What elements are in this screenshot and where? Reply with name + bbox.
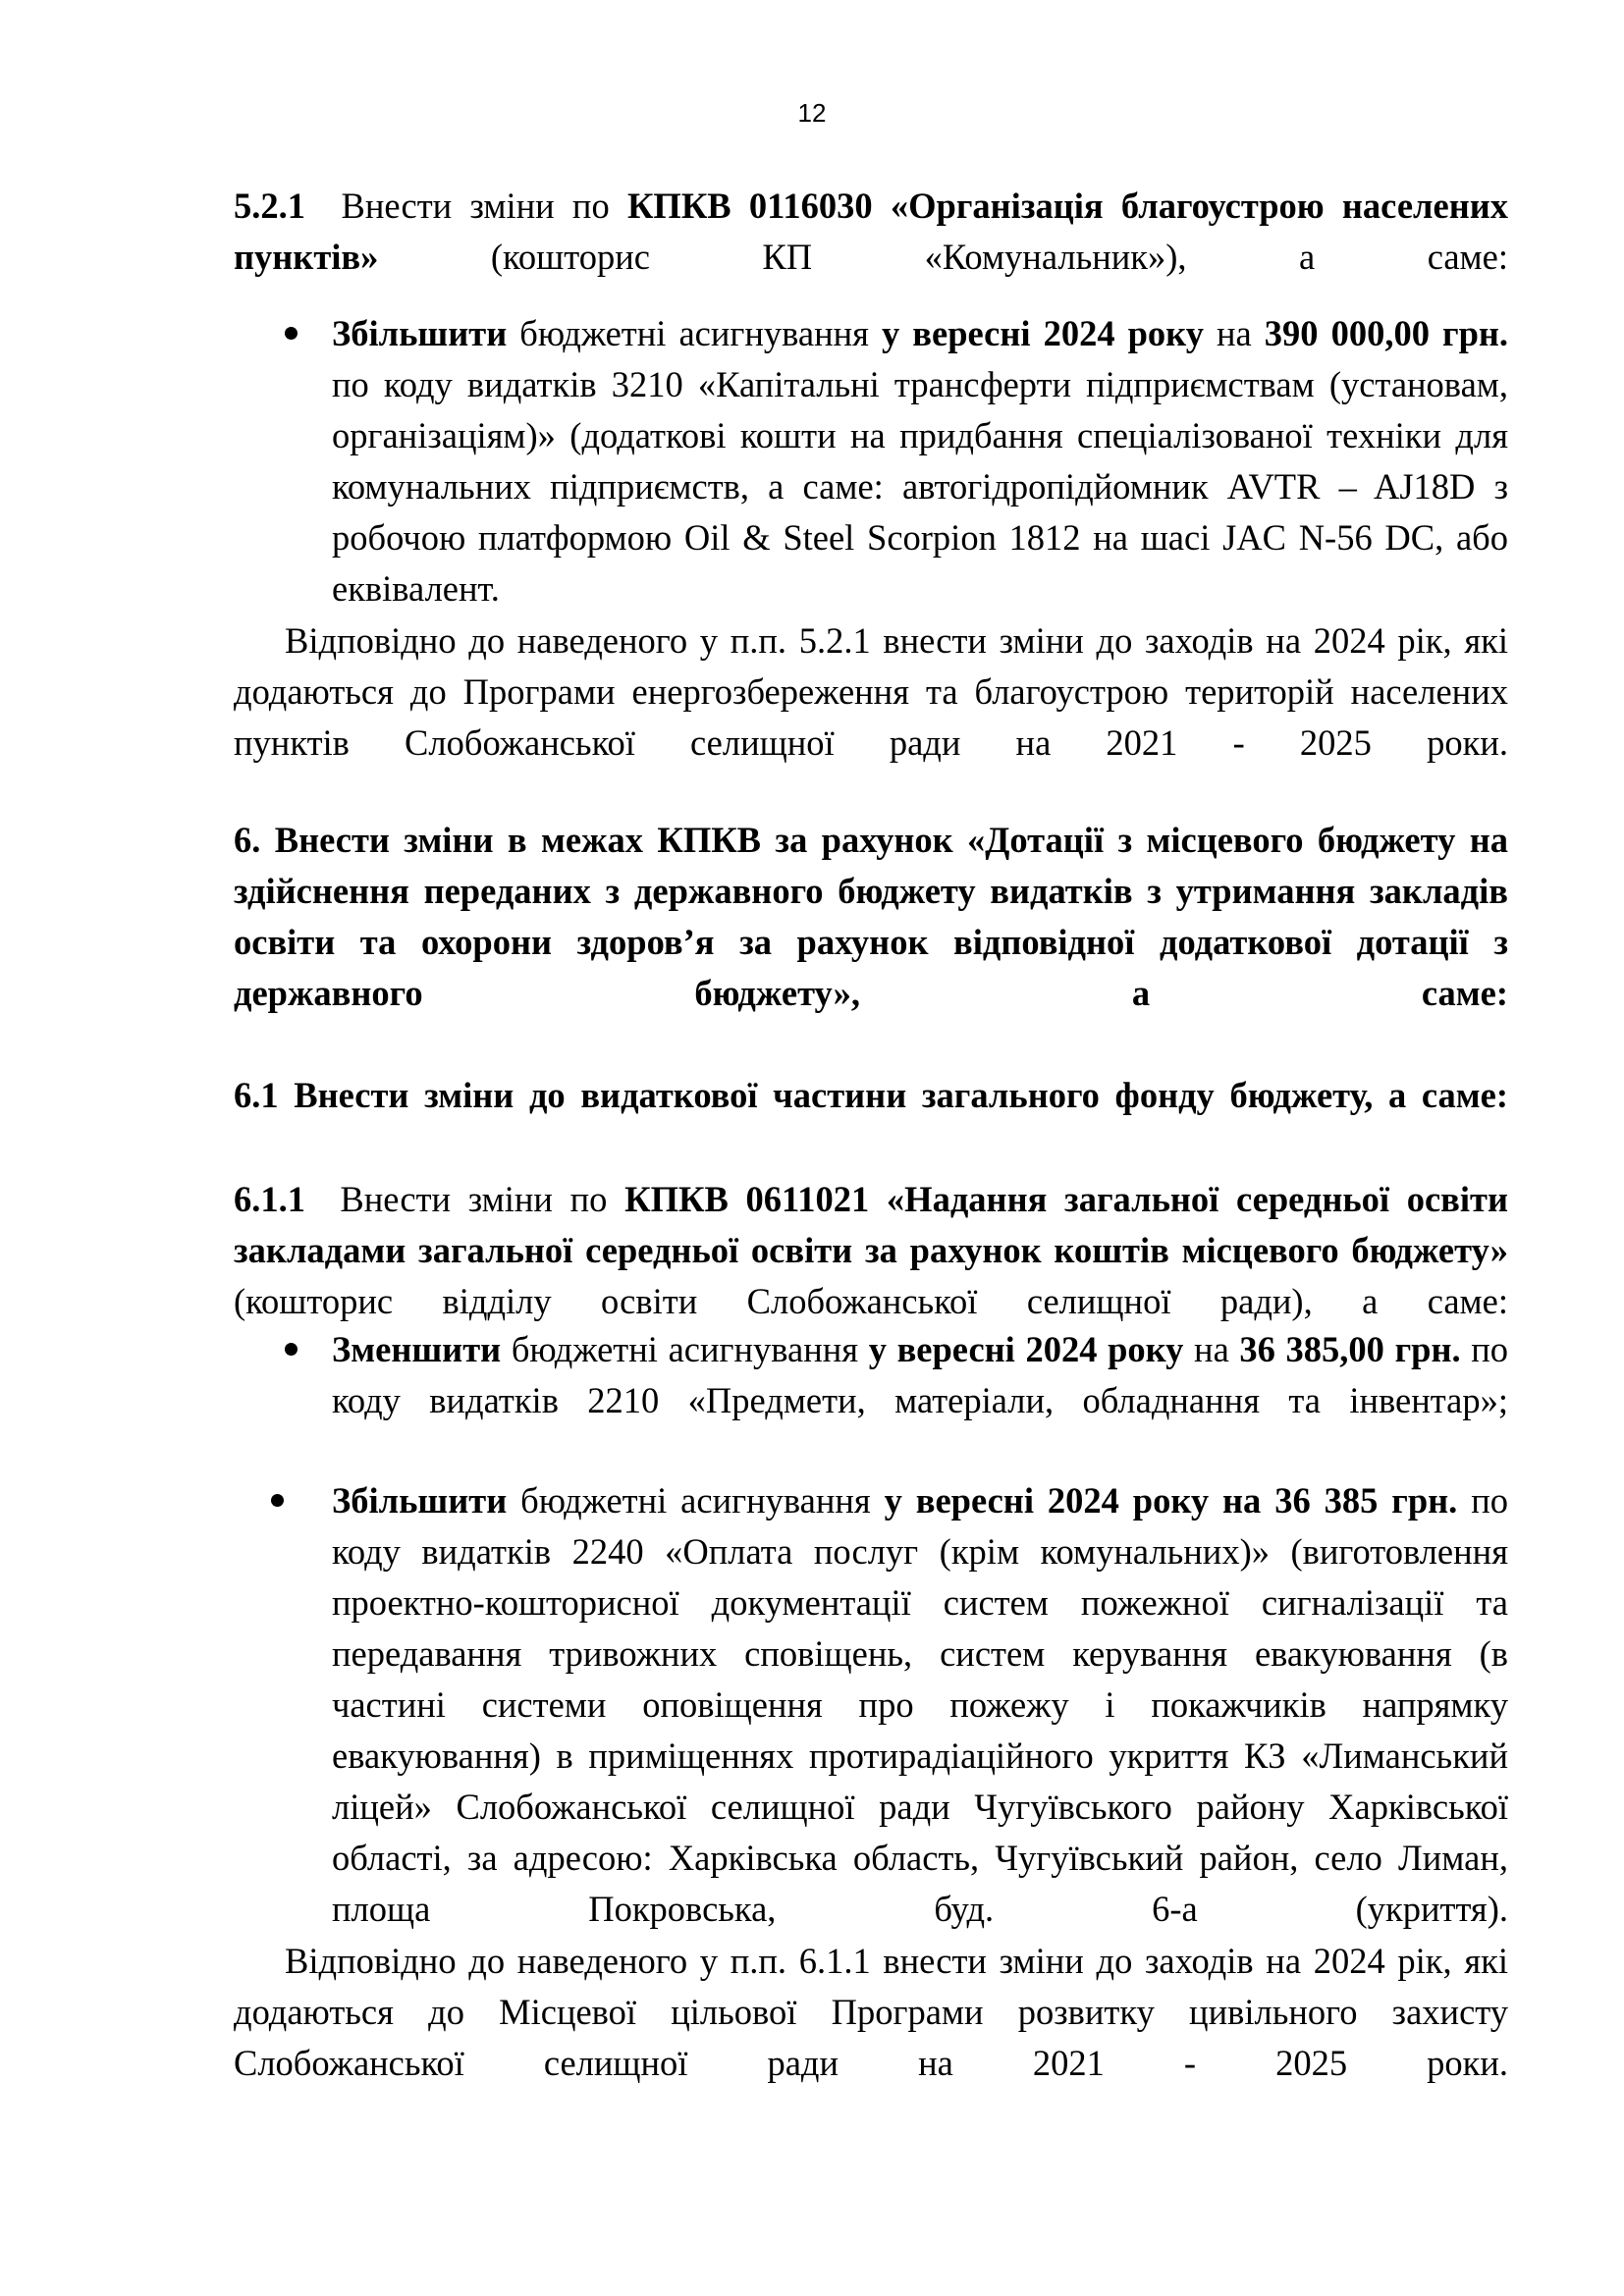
period: у вересні 2024 року на	[884, 1480, 1262, 1521]
heading-intro: Внести зміни по	[341, 186, 610, 226]
section-6-heading: 6. Внести зміни в межах КПКВ за рахунок «Дотації з місцевого бюджету на здійснення переданих з державного бюджету видатків з утримання закладів освіти та охорони здоров’я за рахунок відповідної додаткової дотації з державного бюджету», а саме:	[234, 820, 1508, 1013]
bullet-text: на	[1217, 313, 1252, 353]
section-6-1-1-heading	[234, 1174, 1508, 1327]
list-item	[234, 1475, 1508, 1935]
bullet-text: по коду видатків 2240 «Оплата послуг (крім комунальних)» (виготовлення проектно-кошторисної документації систем пожежної сигналізації та передавання тривожних сповіщень, систем керування евакуювання (в частині системи оповіщення про пожежу і покажчиків напрямку евакуювання) в приміщеннях протирадіаційного укриття КЗ «Лиманський ліцей» Слобожанської селищної ради Чугуївського району Харківської області, за адресою: Харківська область, Чугуївський район, село Лиман, площа Покровська, буд. 6-а (укриття).	[332, 1480, 1508, 1929]
amount: 390 000,00 грн.	[1264, 313, 1509, 353]
page-number: 12	[797, 98, 827, 128]
list-item	[234, 1324, 1508, 1426]
bullet-text: на	[1194, 1329, 1229, 1369]
action-word: Збільшити	[332, 313, 508, 353]
bullet-icon	[271, 1494, 284, 1507]
bullet-icon	[285, 327, 298, 340]
section-6-1-heading: 6.1 Внести зміни до видаткової частини загального фонду бюджету, а саме:	[234, 1075, 1508, 1115]
section-number: 5.2.1	[234, 186, 305, 226]
action-word: Збільшити	[332, 1480, 508, 1521]
action-word: Зменшити	[332, 1329, 502, 1369]
section-6-1-1-bullet-2	[234, 1475, 1508, 1935]
section-6-1-1-note: Відповідно до наведеного у п.п. 6.1.1 внести зміни до заходів на 2024 рік, які додаються до Місцевої цільової Програми розвитку цивільного захисту Слобожанської селищної ради на 2021 - 2025 роки.	[234, 1941, 1508, 2083]
kpkv-title: КПКВ 0116030 «Організація благоустрою населених пунктів»	[234, 186, 1509, 277]
bullet-text: по коду видатків 2210 «Предмети, матеріали, обладнання та інвентар»;	[332, 1329, 1509, 1420]
section-6-1-1-bullet-1	[234, 1324, 1508, 1426]
bullet-text: бюджетні асигнування	[519, 313, 869, 353]
period: у вересні 2024 року	[868, 1329, 1184, 1369]
section-number: 6.1.1	[234, 1179, 305, 1219]
bullet-text: по коду видатків 3210 «Капітальні трансферти підприємствам (установам, організаціям)» (додаткові кошти на придбання спеціалізованої техніки для комунальних підприємств, а саме: автогідропідйомник AVTR – AJ18D з робочою платформою Oil & Steel Scorpion 1812 на шасі JAC N-56 DC, або еквівалент.	[332, 364, 1508, 609]
section-5-2-1-note: Відповідно до наведеного у п.п. 5.2.1 внести зміни до заходів на 2024 рік, які додаються до Програми енергозбереження та благоустрою територій населених пунктів Слобожанської селищної ради на 2021 - 2025 роки.	[234, 620, 1508, 763]
heading-tail: (кошторис КП «Комунальник»), а саме:	[490, 237, 1508, 277]
bullet-text: бюджетні асигнування	[511, 1329, 859, 1369]
heading-intro: Внести зміни по	[340, 1179, 608, 1219]
kpkv-title: КПКВ 0611021 «Надання загальної середньої освіти закладами загальної середньої освіти за рахунок коштів місцевого бюджету»	[234, 1179, 1508, 1270]
bullet-icon	[285, 1343, 298, 1356]
list-item	[234, 308, 1508, 614]
heading-tail: (кошторис відділу освіти Слобожанської селищної ради), а саме:	[234, 1281, 1508, 1321]
amount: 36 385 грн.	[1274, 1480, 1458, 1521]
section-5-2-1-heading	[234, 181, 1508, 283]
amount: 36 385,00 грн.	[1239, 1329, 1461, 1369]
period: у вересні 2024 року	[882, 313, 1204, 353]
bullet-text: бюджетні асигнування	[520, 1480, 871, 1521]
section-5-2-1-bullets	[234, 308, 1508, 614]
